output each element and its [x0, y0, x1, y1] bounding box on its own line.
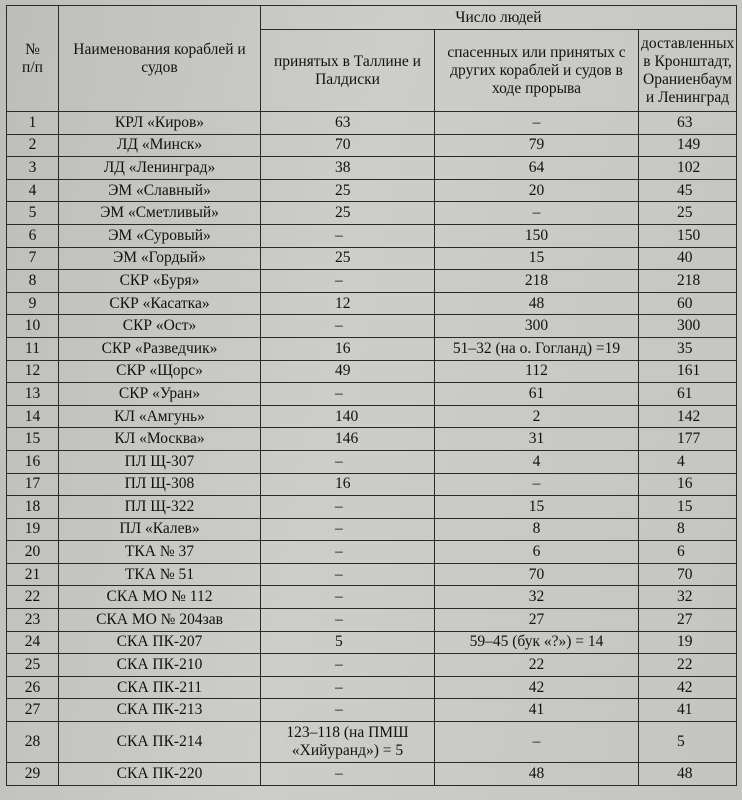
table-row: [7, 383, 737, 406]
ship-name: СКА ПК-207: [59, 631, 261, 654]
table-row: [7, 270, 737, 293]
row-number: 9: [7, 292, 59, 315]
taken-count: 49: [261, 360, 435, 383]
delivered-count: 63: [639, 112, 737, 135]
ship-name: СКА ПК-213: [59, 699, 261, 722]
saved-count: 112: [435, 360, 639, 383]
delivered-count: 300: [639, 315, 737, 338]
taken-count: –: [261, 609, 435, 632]
table-row: [7, 134, 737, 157]
delivered-count: 35: [639, 337, 737, 360]
ship-name: ПЛ Щ-307: [59, 450, 261, 473]
saved-count: 31: [435, 428, 639, 451]
table-row: [7, 450, 737, 473]
table-row: [7, 541, 737, 564]
ship-name: ПЛ Щ-322: [59, 496, 261, 519]
ship-name: СКА ПК-211: [59, 676, 261, 699]
saved-count: 20: [435, 179, 639, 202]
row-number: 3: [7, 157, 59, 180]
delivered-count: 5: [639, 722, 737, 763]
row-number: 23: [7, 609, 59, 632]
taken-count: 25: [261, 247, 435, 270]
taken-count: 38: [261, 157, 435, 180]
ship-name: КРЛ «Киров»: [59, 112, 261, 135]
saved-count: 59–45 (бук «?») = 14: [435, 631, 639, 654]
table-row: [7, 496, 737, 519]
row-number: 22: [7, 586, 59, 609]
saved-count: 4: [435, 450, 639, 473]
row-number: 24: [7, 631, 59, 654]
delivered-count: 70: [639, 563, 737, 586]
delivered-count: 45: [639, 179, 737, 202]
row-number: 21: [7, 563, 59, 586]
saved-count: 70: [435, 563, 639, 586]
delivered-count: 102: [639, 157, 737, 180]
rescue-table: [6, 5, 737, 786]
delivered-count: 60: [639, 292, 737, 315]
row-number: 8: [7, 270, 59, 293]
taken-count: 123–118 (на ПМШ «Хийуранд») = 5: [261, 722, 435, 763]
saved-count: 6: [435, 541, 639, 564]
table-row: [7, 609, 737, 632]
row-number: 5: [7, 202, 59, 225]
header-number: № п/п: [7, 6, 59, 112]
ship-name: ПЛ Щ-308: [59, 473, 261, 496]
taken-count: 140: [261, 405, 435, 428]
table-row: [7, 428, 737, 451]
saved-count: 48: [435, 763, 639, 786]
table-row: [7, 202, 737, 225]
saved-count: 51–32 (на о. Гогланд) =19: [435, 337, 639, 360]
row-number: 6: [7, 224, 59, 247]
saved-count: 41: [435, 699, 639, 722]
taken-count: –: [261, 676, 435, 699]
taken-count: –: [261, 654, 435, 677]
row-number: 19: [7, 518, 59, 541]
row-number: 14: [7, 405, 59, 428]
row-number: 26: [7, 676, 59, 699]
delivered-count: 42: [639, 676, 737, 699]
row-number: 11: [7, 337, 59, 360]
delivered-count: 142: [639, 405, 737, 428]
delivered-count: 150: [639, 224, 737, 247]
taken-count: –: [261, 541, 435, 564]
delivered-count: 149: [639, 134, 737, 157]
delivered-count: 32: [639, 586, 737, 609]
header-saved: спасенных или принятых с других кораблей и судов в ходе прорыва: [435, 30, 639, 112]
row-number: 20: [7, 541, 59, 564]
saved-count: 15: [435, 496, 639, 519]
ship-name: СКР «Щорс»: [59, 360, 261, 383]
saved-count: –: [435, 722, 639, 763]
saved-count: 150: [435, 224, 639, 247]
row-number: 12: [7, 360, 59, 383]
ship-name: ПЛ «Калев»: [59, 518, 261, 541]
taken-count: –: [261, 563, 435, 586]
taken-count: –: [261, 450, 435, 473]
taken-count: 5: [261, 631, 435, 654]
taken-count: 12: [261, 292, 435, 315]
row-number: 1: [7, 112, 59, 135]
row-number: 15: [7, 428, 59, 451]
table-row: [7, 586, 737, 609]
table-row: [7, 292, 737, 315]
ship-name: СКР «Касатка»: [59, 292, 261, 315]
table-row: [7, 360, 737, 383]
delivered-count: 4: [639, 450, 737, 473]
table-row: [7, 157, 737, 180]
table-row: [7, 405, 737, 428]
delivered-count: 27: [639, 609, 737, 632]
row-number: 2: [7, 134, 59, 157]
delivered-count: 15: [639, 496, 737, 519]
saved-count: 218: [435, 270, 639, 293]
ship-name: ТКА № 37: [59, 541, 261, 564]
delivered-count: 6: [639, 541, 737, 564]
delivered-count: 8: [639, 518, 737, 541]
saved-count: 15: [435, 247, 639, 270]
delivered-count: 48: [639, 763, 737, 786]
taken-count: –: [261, 383, 435, 406]
taken-count: –: [261, 315, 435, 338]
taken-count: –: [261, 586, 435, 609]
delivered-count: 40: [639, 247, 737, 270]
delivered-count: 161: [639, 360, 737, 383]
ship-name: СКА МО № 112: [59, 586, 261, 609]
saved-count: 79: [435, 134, 639, 157]
table-row: [7, 179, 737, 202]
taken-count: 25: [261, 179, 435, 202]
delivered-count: 22: [639, 654, 737, 677]
ship-name: ТКА № 51: [59, 563, 261, 586]
taken-count: –: [261, 270, 435, 293]
ship-name: СКА ПК-210: [59, 654, 261, 677]
saved-count: 64: [435, 157, 639, 180]
ship-name: ЭМ «Славный»: [59, 179, 261, 202]
saved-count: 22: [435, 654, 639, 677]
header-taken: принятых в Таллине и Палдиски: [261, 30, 435, 112]
saved-count: –: [435, 473, 639, 496]
table-row: [7, 676, 737, 699]
saved-count: 2: [435, 405, 639, 428]
taken-count: –: [261, 496, 435, 519]
taken-count: 63: [261, 112, 435, 135]
row-number: 29: [7, 763, 59, 786]
saved-count: –: [435, 202, 639, 225]
delivered-count: 61: [639, 383, 737, 406]
row-number: 16: [7, 450, 59, 473]
table-row: [7, 224, 737, 247]
taken-count: 16: [261, 337, 435, 360]
saved-count: 300: [435, 315, 639, 338]
ship-name: СКА ПК-214: [59, 722, 261, 763]
table-row: [7, 722, 737, 763]
row-number: 4: [7, 179, 59, 202]
row-number: 7: [7, 247, 59, 270]
ship-name: ЭМ «Гордый»: [59, 247, 261, 270]
saved-count: 42: [435, 676, 639, 699]
delivered-count: 218: [639, 270, 737, 293]
taken-count: 70: [261, 134, 435, 157]
ship-name: СКР «Буря»: [59, 270, 261, 293]
header-name: Наименования кораблей и судов: [59, 6, 261, 112]
taken-count: –: [261, 763, 435, 786]
ship-name: ЛД «Ленинград»: [59, 157, 261, 180]
ship-name: ЛД «Минск»: [59, 134, 261, 157]
ship-name: СКР «Уран»: [59, 383, 261, 406]
table-row: [7, 518, 737, 541]
table-row: [7, 654, 737, 677]
ship-name: ЭМ «Сметливый»: [59, 202, 261, 225]
delivered-count: 16: [639, 473, 737, 496]
row-number: 18: [7, 496, 59, 519]
row-number: 25: [7, 654, 59, 677]
taken-count: 16: [261, 473, 435, 496]
delivered-count: 41: [639, 699, 737, 722]
table-row: [7, 473, 737, 496]
saved-count: 61: [435, 383, 639, 406]
header-people-count: Число людей: [261, 6, 737, 30]
ship-name: СКР «Ост»: [59, 315, 261, 338]
row-number: 28: [7, 722, 59, 763]
ship-name: СКР «Разведчик»: [59, 337, 261, 360]
row-number: 10: [7, 315, 59, 338]
taken-count: –: [261, 224, 435, 247]
header-delivered: доставленных в Кронштадт, Ораниенбаум и Ленинград: [639, 30, 737, 112]
taken-count: 146: [261, 428, 435, 451]
row-number: 17: [7, 473, 59, 496]
table-row: [7, 247, 737, 270]
taken-count: –: [261, 699, 435, 722]
saved-count: 27: [435, 609, 639, 632]
row-number: 13: [7, 383, 59, 406]
ship-name: СКА МО № 204зав: [59, 609, 261, 632]
table-row: [7, 563, 737, 586]
table-row: [7, 315, 737, 338]
delivered-count: 19: [639, 631, 737, 654]
table-row: [7, 337, 737, 360]
ship-name: КЛ «Москва»: [59, 428, 261, 451]
ship-name: ЭМ «Суровый»: [59, 224, 261, 247]
saved-count: –: [435, 112, 639, 135]
row-number: 27: [7, 699, 59, 722]
taken-count: –: [261, 518, 435, 541]
table-row: [7, 631, 737, 654]
taken-count: 25: [261, 202, 435, 225]
saved-count: 32: [435, 586, 639, 609]
delivered-count: 25: [639, 202, 737, 225]
table-row: [7, 699, 737, 722]
table-row: [7, 763, 737, 786]
table-row: [7, 112, 737, 135]
delivered-count: 177: [639, 428, 737, 451]
saved-count: 8: [435, 518, 639, 541]
saved-count: 48: [435, 292, 639, 315]
ship-name: КЛ «Амгунь»: [59, 405, 261, 428]
ship-name: СКА ПК-220: [59, 763, 261, 786]
